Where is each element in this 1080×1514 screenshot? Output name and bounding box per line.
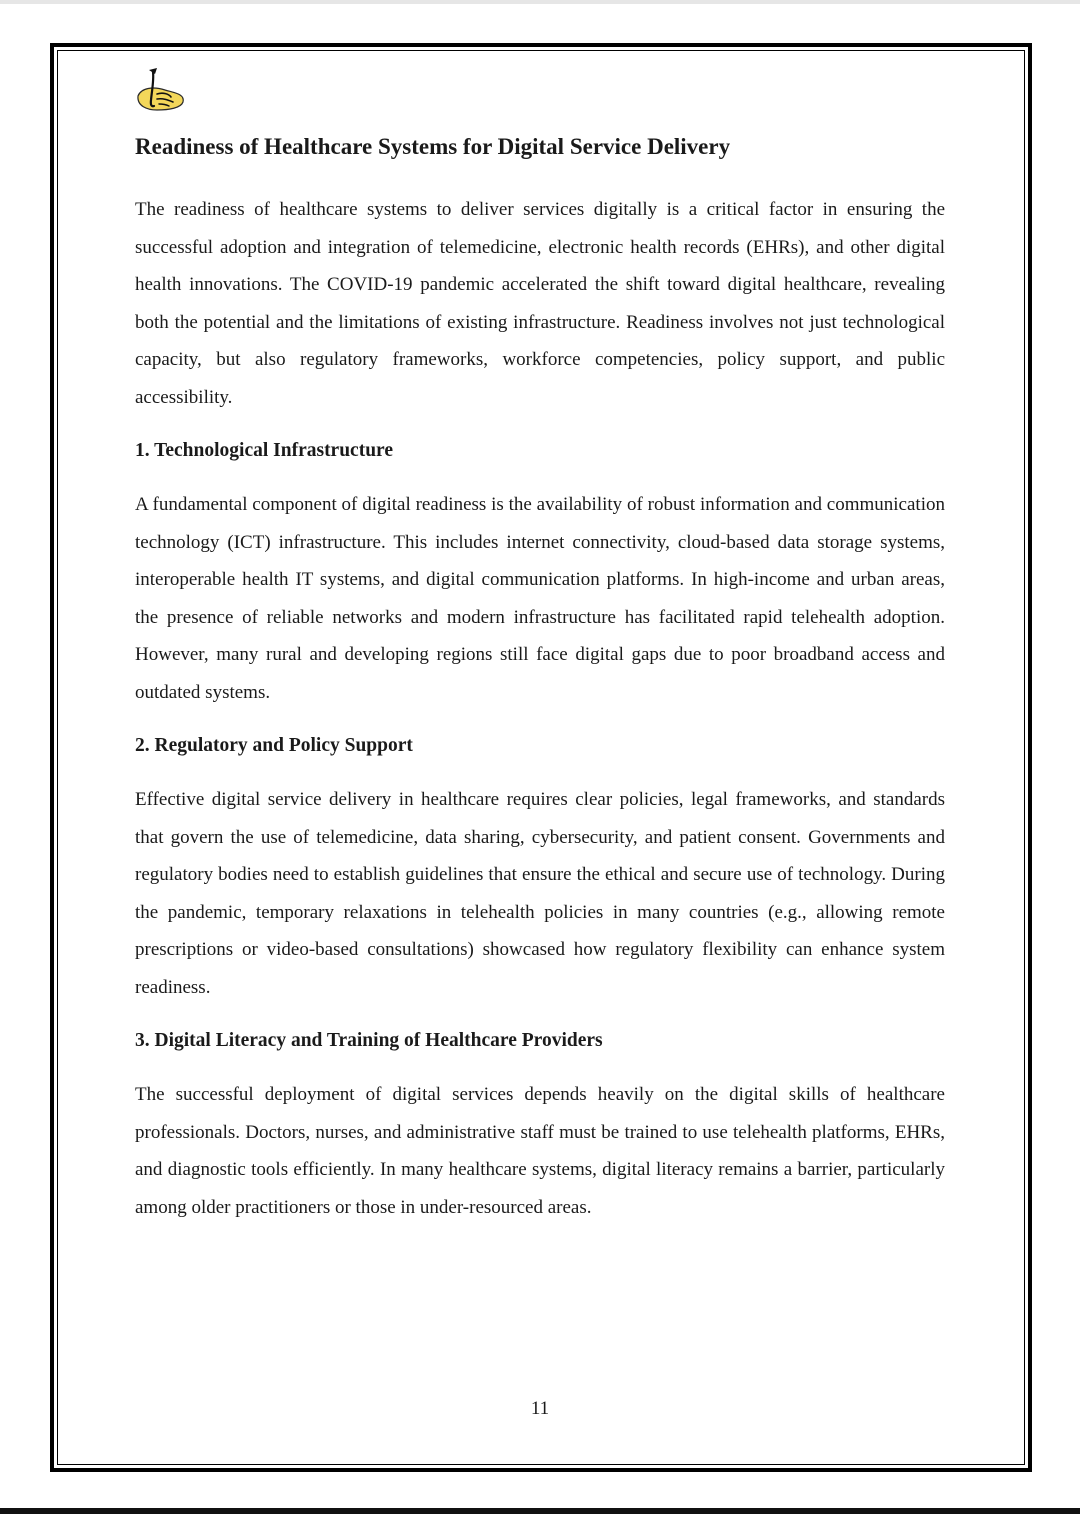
section-body-digital-literacy: The successful deployment of digital services depends heavily on the digital skills of healthcare professionals. Doctors, nurses, and administrative staff must be trained to use telehealth platforms, EHRs, and diagnostic tools efficiently. In many healthcare systems, digital literacy remains a barrier, particularly among older practitioners or those in under-resourced areas. [135, 1084, 945, 1218]
intro-paragraph: The readiness of healthcare systems to deliver services digitally is a critical factor in ensuring the successful adoption and integration of telemedicine, electronic health records (EHRs), and other digital health innovations. The COVID-19 pandemic accelerated the shift toward digital healthcare, revealing both the potential and the limitations of existing infrastructure. Readiness involves not just technological capacity, but also regulatory frameworks, workforce competencies, policy support, and public accessibility. [135, 199, 945, 408]
section-body-technological-infrastructure: A fundamental component of digital readiness is the availability of robust information and communication technology (ICT) infrastructure. This includes internet connectivity, cloud-based data storage systems, interoperable health IT systems, and digital communication platforms. In high-income and urban areas, the presence of reliable networks and modern infrastructure has facilitated rapid telehealth adoption. However, many rural and developing regions still face digital gaps due to poor broadband access and outdated systems. [135, 494, 945, 703]
page-bottom-edge [0, 1508, 1080, 1514]
section-heading-technological-infrastructure: 1. Technological Infrastructure [135, 440, 394, 461]
page-top-edge [0, 0, 1080, 4]
page-content [135, 66, 945, 1226]
section-body-regulatory-policy: Effective digital service delivery in healthcare requires clear policies, legal frameworks, and standards that govern the use of telemedicine, data sharing, cybersecurity, and patient consent. Governments and regulatory bodies need to establish guidelines that ensure the ethical and secure use of technology. During the pandemic, temporary relaxations in telehealth policies in many countries (e.g., allowing remote prescriptions or video-based consultations) showcased how regulatory flexibility can enhance system readiness. [135, 789, 945, 998]
section-heading-digital-literacy: 3. Digital Literacy and Training of Healthcare Providers [135, 1030, 603, 1051]
page-title: Readiness of Healthcare Systems for Digital Service Delivery [135, 134, 731, 159]
section-heading-regulatory-policy: 2. Regulatory and Policy Support [135, 735, 413, 756]
page-number: 11 [530, 1398, 550, 1419]
writing-hand-icon [135, 66, 187, 116]
